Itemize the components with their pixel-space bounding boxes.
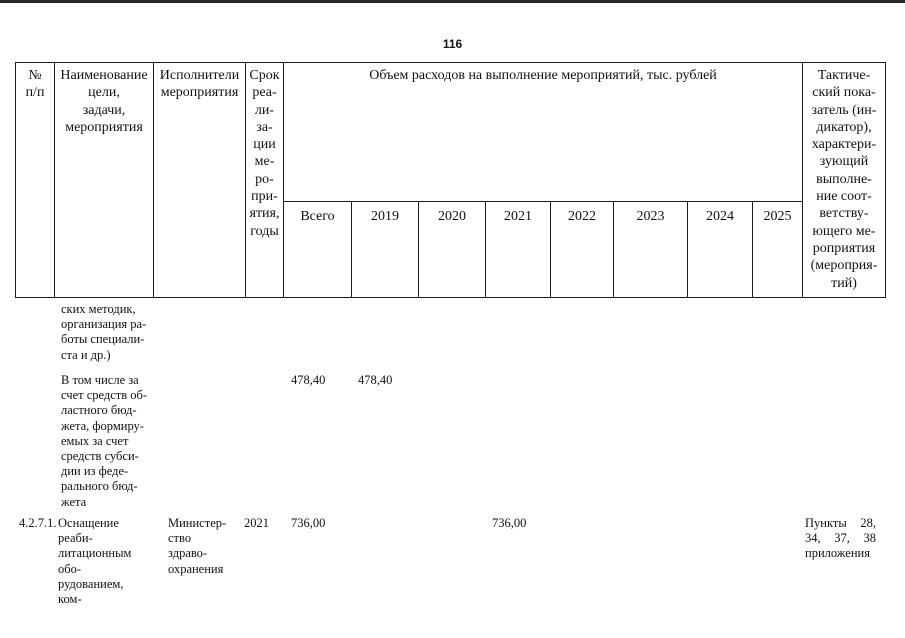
header-year-2022: 2022 [568,209,596,224]
row-3-2021: 736,00 [492,516,527,530]
header-col-name: Наименование цели, задачи, мероприятия [60,68,148,135]
header-year-total: Всего [300,209,335,224]
header-year-2020: 2020 [438,209,466,224]
row-2-2019: 478,40 [358,373,393,387]
header-year-2024: 2024 [706,209,734,224]
row-2-name: В том числе за счет средств об- ластного бюд- жета, формиру- емых за счет средств субси- дии из феде- рального бюд- жета [61,373,148,509]
header-col-number: № п/п [25,68,45,101]
row-3-executor: Министер- ство здраво- охранения [168,516,227,576]
page-number: 116 [442,37,463,51]
header-year-2021: 2021 [504,209,532,224]
header-year-2023: 2023 [636,209,665,224]
header-year-2025: 2025 [763,209,792,224]
row-2-total: 478,40 [291,373,326,387]
row-3-indicator: Пункты 28, 34, 37, 38 приложения [805,516,876,561]
row-3-total: 736,00 [291,516,326,530]
header-col-term: Срок реа- ли- за- ции ме- ро- при- ятия, годы [249,68,280,239]
row-3-term: 2021 [244,516,269,530]
header-year-2019: 2019 [371,209,399,224]
scan-edge [0,0,905,3]
header-col-indicator: Тактиче- ский пока- затель (ин- дикатор), характери- зующий выполне- ние соот- ветству- ющего ме- роприятия (мероприя- тий) [810,68,878,291]
row-3-name: Оснащение реаби- литационным обо- рудованием, ком- [58,516,132,607]
header-col-executor: Исполнители мероприятия [159,68,240,101]
row-1-name: ских методик, организация ра- боты специали- ста и др.) [61,302,147,362]
row-3-number: 4.2.7.1. [19,516,57,530]
header-col-expenses: Объем расходов на выполнение мероприятий, тыс. рублей [369,68,717,83]
